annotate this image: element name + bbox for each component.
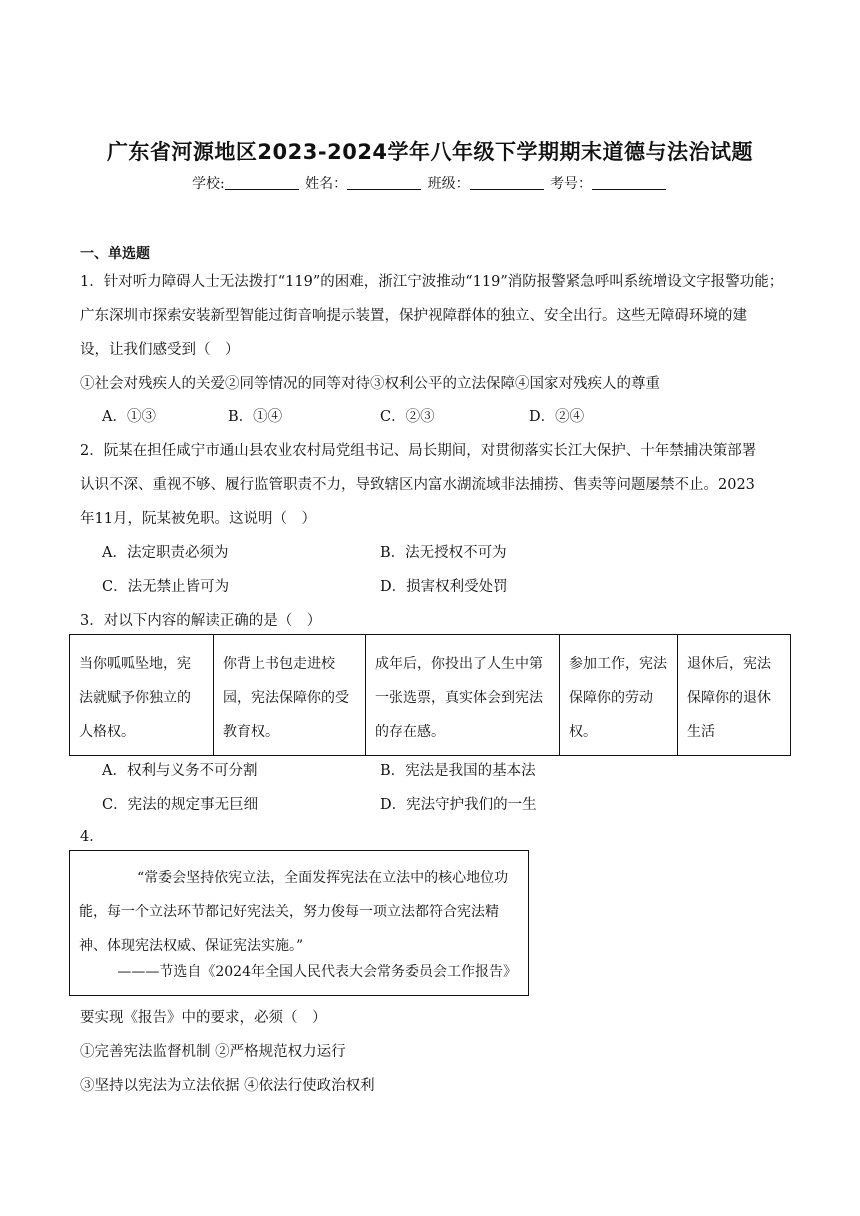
q3-cell: 退休后，宪法 保障你的退休 生活 xyxy=(678,635,791,756)
q3-cell: 当你呱呱坠地，宪 法就赋予你独立的 人格权。 xyxy=(70,635,214,756)
exam-no-blank[interactable] xyxy=(592,175,666,190)
q4-source: ———节选自《2024年全国人民代表大会常务委员会工作报告》 xyxy=(117,964,517,980)
q1-line: 1．针对听力障碍人士无法拨打“119”的困难，浙江宁波推动“119”消防报警紧急呼叫系统增设文字报警功能； xyxy=(80,274,784,290)
q1-line: 设，让我们感受到（ ） xyxy=(80,342,240,358)
q3-stem: 3．对以下内容的解读正确的是（ ） xyxy=(80,613,322,629)
q3-option-d[interactable]: D．宪法守护我们的一生 xyxy=(380,797,537,813)
q2-option-d[interactable]: D．损害权利受处罚 xyxy=(380,579,508,595)
q1-option-b[interactable]: B．①④ xyxy=(228,409,283,425)
class-label: 班级： xyxy=(427,176,470,192)
name-label: 姓名： xyxy=(305,176,348,192)
q4-statements: ①完善宪法监督机制 ②严格规范权力运行 xyxy=(80,1044,346,1060)
q2-option-a[interactable]: A．法定职责必须为 xyxy=(102,545,229,561)
class-blank[interactable] xyxy=(470,175,544,190)
q3-option-b[interactable]: B．宪法是我国的基本法 xyxy=(380,763,536,779)
q4-statements: ③坚持以宪法为立法依据 ④依法行使政治权利 xyxy=(80,1078,375,1094)
exam-title: 广东省河源地区2023-2024学年八年级下学期期末道德与法治试题 xyxy=(106,140,754,164)
q1-option-c[interactable]: C．②③ xyxy=(380,409,435,425)
q3-option-a[interactable]: A．权利与义务不可分割 xyxy=(102,763,258,779)
name-blank[interactable] xyxy=(347,175,421,190)
q1-line: 广东深圳市探索安装新型智能过街音响提示装置，保护视障群体的独立、安全出行。这些无障碍环境的建 xyxy=(80,308,747,324)
q3-option-c[interactable]: C．宪法的规定事无巨细 xyxy=(102,797,259,813)
q1-statements: ①社会对残疾人的关爱②同等情况的同等对待③权利公平的立法保障④国家对残疾人的尊重 xyxy=(80,376,660,392)
q3-cell: 你背上书包走进校 园，宪法保障你的受 教育权。 xyxy=(214,635,366,756)
section-title: 一、单选题 xyxy=(80,246,150,262)
q3-cell: 成年后，你投出了人生中第 一张选票，真实体会到宪法 的存在感。 xyxy=(366,635,560,756)
q4-quote-box xyxy=(69,850,529,996)
exam-no-label: 考号： xyxy=(550,176,593,192)
school-blank[interactable] xyxy=(225,175,299,190)
q2-line: 2．阮某在担任咸宁市通山县农业农村局党组书记、局长期间，对贯彻落实长江大保护、十年禁捕决策部署 xyxy=(80,443,757,459)
q2-option-c[interactable]: C．法无禁止皆可为 xyxy=(102,579,230,595)
q4-stem: 要实现《报告》中的要求，必须（ ） xyxy=(80,1010,327,1026)
q2-line: 认识不深、重视不够、履行监管职责不力，导致辖区内富水湖流域非法捕捞、售卖等问题屡禁不止。2023 xyxy=(80,477,755,493)
q4-quote: “常委会坚持依宪立法，全面发挥宪法在立法中的核心地位功能，每一个立法环节都记好宪法关，努力俊每一项立法都符合宪法精神、体现宪法权威、保证宪法实施。” xyxy=(79,870,509,954)
q1-option-a[interactable]: A．①③ xyxy=(102,409,156,425)
q2-line: 年11月，阮某被免职。这说明（ ） xyxy=(80,511,316,527)
q4-number: 4． xyxy=(80,829,104,845)
q2-option-b[interactable]: B．法无授权不可为 xyxy=(380,545,507,561)
q3-cell: 参加工作，宪法 保障你的劳动 权。 xyxy=(560,635,678,756)
school-label: 学校: xyxy=(191,176,225,192)
q3-table xyxy=(69,634,791,756)
student-info-line xyxy=(0,173,860,193)
q1-option-d[interactable]: D．②④ xyxy=(529,409,585,425)
